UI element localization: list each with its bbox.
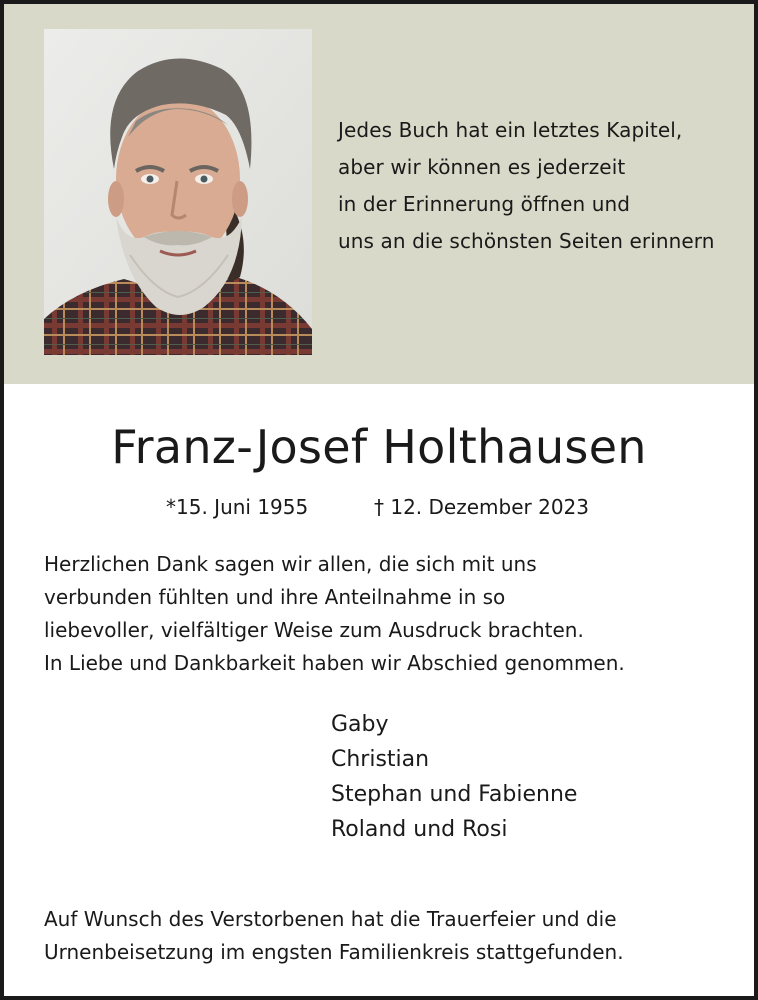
quote-line: uns an die schönsten Seiten erinnern [338,229,715,253]
family-member: Stephan und Fabienne [331,782,578,807]
family-signature [331,707,577,847]
thanks-paragraph [44,548,744,680]
family-member: Roland und Rosi [331,817,508,842]
note-line: Auf Wunsch des Verstorbenen hat die Trauerfeier und die [44,907,617,931]
thanks-line: verbunden fühlten und ihre Anteilnahme in so [44,585,506,609]
thanks-line: In Liebe und Dankbarkeit haben wir Abschied genommen. [44,651,625,675]
death-date: † 12. Dezember 2023 [374,495,589,519]
header-panel [4,4,754,384]
funeral-note [44,903,624,969]
note-line: Urnenbeisetzung im engsten Familienkreis stattgefunden. [44,940,624,964]
birth-date: *15. Juni 1955 [166,495,309,519]
quote-line: in der Erinnerung öffnen und [338,192,631,216]
deceased-name: Franz-Josef Holthausen [111,420,647,474]
quote-line: aber wir können es jederzeit [338,155,626,179]
quote-text [338,112,748,260]
thanks-line: liebevoller, vielfältiger Weise zum Ausdruck brachten. [44,618,584,642]
family-member: Christian [331,747,430,772]
portrait-photo [44,29,312,355]
quote-line: Jedes Buch hat ein letztes Kapitel, [338,118,683,142]
family-member: Gaby [331,712,389,737]
thanks-line: Herzlichen Dank sagen wir allen, die sich mit uns [44,552,537,576]
